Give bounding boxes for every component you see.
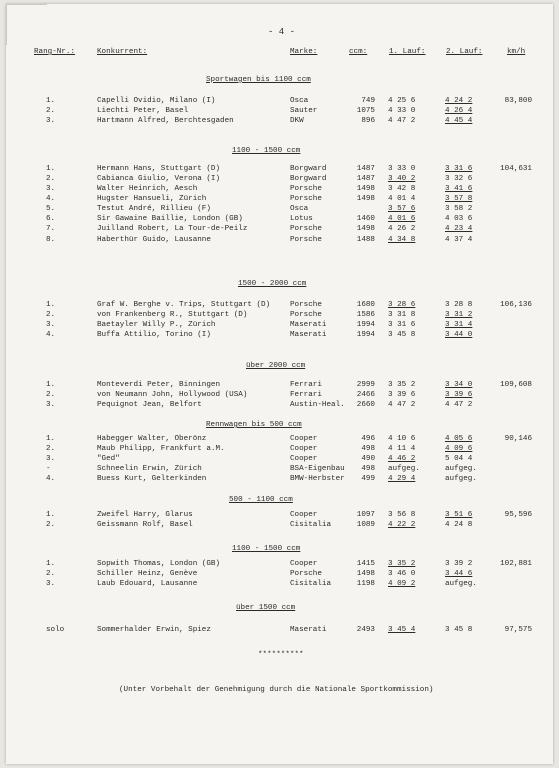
lap2-time: aufgeg.: [445, 475, 477, 483]
ccm: 2660: [356, 401, 375, 409]
page-number: - 4 -: [268, 27, 296, 37]
brand: Porsche: [290, 195, 322, 203]
rank: 3.: [46, 321, 56, 329]
section-title: 1100 - 1500 ccm: [232, 147, 301, 155]
result-row: [6, 626, 553, 636]
lap2-time: 4 03 6: [445, 215, 473, 223]
lap2-time: 3 44 0: [445, 331, 473, 339]
rank: -: [46, 465, 51, 473]
ccm: 1498: [356, 185, 375, 193]
competitor-name: Sopwith Thomas, London (GB): [97, 560, 221, 568]
lap1-time: 3 35 2: [388, 381, 416, 389]
result-row: [6, 560, 553, 570]
competitor-name: Sir Gawaine Baillie, London (GB): [97, 215, 243, 223]
competitor-name: Pequignot Jean, Belfort: [97, 401, 202, 409]
header-rank: Rang-Nr.:: [34, 48, 76, 56]
ccm: 2999: [356, 381, 375, 389]
brand: Maserati: [290, 626, 327, 634]
lap2-time: aufgeg.: [445, 465, 477, 473]
brand: Osca: [290, 205, 309, 213]
rank: 1.: [46, 560, 56, 568]
brand: Borgward: [290, 175, 327, 183]
speed-kmh: 106,136: [500, 301, 532, 309]
rank: 3.: [46, 455, 56, 463]
brand: Porsche: [290, 301, 322, 309]
ccm: 1498: [356, 570, 375, 578]
rank: 2.: [46, 570, 56, 578]
rank: 2.: [46, 107, 56, 115]
rank: 1.: [46, 435, 56, 443]
competitor-name: Liechti Peter, Basel: [97, 107, 189, 115]
ccm: 1487: [356, 165, 375, 173]
lap2-time: 4 23 4: [445, 225, 473, 233]
lap2-time: 3 31 2: [445, 311, 473, 319]
result-row: [6, 225, 553, 235]
brand: Maserati: [290, 331, 327, 339]
rank: 2.: [46, 175, 56, 183]
brand: Osca: [290, 97, 309, 105]
lap1-time: 4 47 2: [388, 401, 416, 409]
rank: 2.: [46, 445, 56, 453]
ccm: 1415: [356, 560, 375, 568]
competitor-name: Maub Philipp, Frankfurt a.M.: [97, 445, 225, 453]
rank: 3.: [46, 117, 56, 125]
result-row: [6, 321, 553, 331]
result-row: [6, 445, 553, 455]
rank: 1.: [46, 165, 56, 173]
competitor-name: Schneelin Erwin, Zürich: [97, 465, 202, 473]
competitor-name: Schiller Heinz, Genève: [97, 570, 198, 578]
rank: 4.: [46, 195, 56, 203]
ccm: 2466: [356, 391, 375, 399]
competitor-name: Zweifel Harry, Glarus: [97, 511, 193, 519]
lap1-time: 3 40 2: [388, 175, 416, 183]
lap2-time: 4 24 2: [445, 97, 473, 105]
ccm: 1089: [356, 521, 375, 529]
lap1-time: 4 47 2: [388, 117, 416, 125]
ccm: 490: [361, 455, 375, 463]
rank: 2.: [46, 391, 56, 399]
lap2-time: 3 58 2: [445, 205, 473, 213]
brand: Lotus: [290, 215, 313, 223]
brand: Cooper: [290, 511, 318, 519]
speed-kmh: 104,631: [500, 165, 532, 173]
section-title: über 2000 ccm: [246, 362, 306, 370]
result-row: [6, 236, 553, 246]
lap1-time: 3 42 8: [388, 185, 416, 193]
lap1-time: 3 39 6: [388, 391, 416, 399]
lap2-time: 3 31 6: [445, 165, 473, 173]
lap2-time: 3 57 8: [445, 195, 473, 203]
lap1-time: 4 46 2: [388, 455, 416, 463]
ccm: 2493: [356, 626, 375, 634]
brand: Ferrari: [290, 391, 322, 399]
brand: Sauter: [290, 107, 318, 115]
lap1-time: 4 01 4: [388, 195, 416, 203]
result-row: [6, 580, 553, 590]
lap2-time: 3 31 4: [445, 321, 473, 329]
brand: Porsche: [290, 311, 322, 319]
competitor-name: Walter Heinrich, Aesch: [97, 185, 198, 193]
rank: 8.: [46, 236, 56, 244]
lap2-time: 4 09 6: [445, 445, 473, 453]
ccm: 1994: [356, 331, 375, 339]
brand: Cooper: [290, 435, 318, 443]
lap1-time: 4 22 2: [388, 521, 416, 529]
competitor-name: Graf W. Berghe v. Trips, Stuttgart (D): [97, 301, 271, 309]
speed-kmh: 90,146: [504, 435, 532, 443]
ccm: 1097: [356, 511, 375, 519]
brand: Porsche: [290, 185, 322, 193]
result-row: [6, 205, 553, 215]
brand: Porsche: [290, 225, 322, 233]
competitor-name: Habegger Walter, Oberönz: [97, 435, 207, 443]
brand: Porsche: [290, 570, 322, 578]
lap1-time: 4 11 4: [388, 445, 416, 453]
lap2-time: 3 32 6: [445, 175, 473, 183]
competitor-name: Buffa Attilio, Torino (I): [97, 331, 211, 339]
rank: 3.: [46, 401, 56, 409]
competitor-name: Testut André, Rillieu (F): [97, 205, 211, 213]
brand: Cooper: [290, 455, 318, 463]
competitor-name: Monteverdi Peter, Binningen: [97, 381, 221, 389]
lap1-time: 3 57 6: [388, 205, 416, 213]
brand: Austin-Heal.: [290, 401, 345, 409]
result-row: [6, 311, 553, 321]
lap2-time: 3 51 6: [445, 511, 473, 519]
speed-kmh: 102,881: [500, 560, 532, 568]
brand: BMW-Herbster: [290, 475, 345, 483]
result-row: [6, 435, 553, 445]
lap1-time: 4 01 6: [388, 215, 416, 223]
ccm: 496: [361, 435, 375, 443]
brand: Borgward: [290, 165, 327, 173]
header-ccm: ccm:: [349, 48, 368, 56]
brand: Cisitalia: [290, 521, 332, 529]
competitor-name: Laub Edouard, Lausanne: [97, 580, 198, 588]
section-title: Sportwagen bis 1100 ccm: [206, 76, 311, 84]
competitor-name: Capelli Ovidio, Milano (I): [97, 97, 216, 105]
result-row: [6, 331, 553, 341]
rank: 4.: [46, 331, 56, 339]
ccm: 498: [361, 445, 375, 453]
competitor-name: Cabianca Giulio, Verona (I): [97, 175, 221, 183]
rank: 5.: [46, 205, 56, 213]
page-corner-fold: [6, 4, 47, 45]
lap2-time: 3 41 6: [445, 185, 473, 193]
result-row: [6, 511, 553, 521]
ccm: 1487: [356, 175, 375, 183]
result-row: [6, 215, 553, 225]
header-kmh: km/h: [507, 48, 526, 56]
ccm: 1994: [356, 321, 375, 329]
ccm: 896: [361, 117, 375, 125]
lap1-time: 3 46 0: [388, 570, 416, 578]
result-row: [6, 301, 553, 311]
ccm: 1680: [356, 301, 375, 309]
competitor-name: von Frankenberg R., Stuttgart (D): [97, 311, 248, 319]
rank: 1.: [46, 511, 56, 519]
lap1-time: 4 09 2: [388, 580, 416, 588]
results-page: [6, 4, 553, 764]
result-row: [6, 117, 553, 127]
header-lap2: 2. Lauf:: [446, 48, 483, 56]
ccm: 1460: [356, 215, 375, 223]
competitor-name: Geissmann Rolf, Basel: [97, 521, 193, 529]
result-row: [6, 185, 553, 195]
competitor-name: Hartmann Alfred, Berchtesgaden: [97, 117, 234, 125]
rank: solo: [46, 626, 65, 634]
speed-kmh: 95,596: [504, 511, 532, 519]
section-title: 500 - 1100 ccm: [229, 496, 293, 504]
lap1-time: 3 33 0: [388, 165, 416, 173]
footer-note: (Unter Vorbehalt der Genehmigung durch die Nationale Sportkommission): [119, 686, 434, 694]
ccm: 1488: [356, 236, 375, 244]
lap1-time: 3 45 8: [388, 331, 416, 339]
lap1-time: 4 34 8: [388, 236, 416, 244]
rank: 1.: [46, 381, 56, 389]
lap1-time: aufgeg.: [388, 465, 420, 473]
lap2-time: 4 24 8: [445, 521, 473, 529]
lap1-time: 3 35 2: [388, 560, 416, 568]
rank: 4.: [46, 475, 56, 483]
result-row: [6, 465, 553, 475]
brand: Maserati: [290, 321, 327, 329]
speed-kmh: 97,575: [504, 626, 532, 634]
ccm: 1586: [356, 311, 375, 319]
lap2-time: 3 39 2: [445, 560, 473, 568]
brand: DKW: [290, 117, 304, 125]
rank: 3.: [46, 185, 56, 193]
result-row: [6, 401, 553, 411]
header-brand: Marke:: [290, 48, 318, 56]
header-lap1: 1. Lauf:: [389, 48, 426, 56]
result-row: [6, 175, 553, 185]
section-title: Rennwagen bis 500 ccm: [206, 421, 302, 429]
lap1-time: 3 31 8: [388, 311, 416, 319]
ccm: 1498: [356, 195, 375, 203]
rank: 6.: [46, 215, 56, 223]
lap1-time: 4 33 0: [388, 107, 416, 115]
rank: 3.: [46, 580, 56, 588]
rank: 1.: [46, 97, 56, 105]
rank: 2.: [46, 521, 56, 529]
result-row: [6, 107, 553, 117]
separator: **********: [258, 651, 304, 659]
competitor-name: von Neumann John, Hollywood (USA): [97, 391, 248, 399]
lap1-time: 3 56 8: [388, 511, 416, 519]
result-row: [6, 391, 553, 401]
result-row: [6, 475, 553, 485]
rank: 7.: [46, 225, 56, 233]
ccm: 749: [361, 97, 375, 105]
brand: Cooper: [290, 445, 318, 453]
result-row: [6, 165, 553, 175]
lap2-time: 4 26 4: [445, 107, 473, 115]
lap1-time: 3 45 4: [388, 626, 416, 634]
lap2-time: 3 44 6: [445, 570, 473, 578]
section-title: über 1500 ccm: [236, 604, 296, 612]
lap2-time: 4 47 2: [445, 401, 473, 409]
ccm: 498: [361, 465, 375, 473]
speed-kmh: 83,800: [504, 97, 532, 105]
brand: BSA-Eigenbau: [290, 465, 345, 473]
competitor-name: Juilland Robert, La Tour-de-Peilz: [97, 225, 248, 233]
rank: 2.: [46, 311, 56, 319]
lap1-time: 4 25 6: [388, 97, 416, 105]
lap2-time: 3 45 8: [445, 626, 473, 634]
lap1-time: 4 10 6: [388, 435, 416, 443]
lap2-time: 3 28 8: [445, 301, 473, 309]
lap2-time: 4 45 4: [445, 117, 473, 125]
brand: Ferrari: [290, 381, 322, 389]
lap2-time: aufgeg.: [445, 580, 477, 588]
competitor-name: Sommerhalder Erwin, Spiez: [97, 626, 211, 634]
ccm: 1498: [356, 225, 375, 233]
lap1-time: 3 28 6: [388, 301, 416, 309]
section-title: 1500 - 2000 ccm: [238, 280, 307, 288]
lap1-time: 3 31 6: [388, 321, 416, 329]
result-row: [6, 195, 553, 205]
result-row: [6, 381, 553, 391]
lap2-time: 5 04 4: [445, 455, 473, 463]
lap2-time: 4 05 6: [445, 435, 473, 443]
speed-kmh: 109,608: [500, 381, 532, 389]
lap2-time: 4 37 4: [445, 236, 473, 244]
brand: Porsche: [290, 236, 322, 244]
ccm: 1198: [356, 580, 375, 588]
competitor-name: Haberthür Guido, Lausanne: [97, 236, 211, 244]
lap1-time: 4 26 2: [388, 225, 416, 233]
competitor-name: Buess Kurt, Gelterkinden: [97, 475, 207, 483]
rank: 1.: [46, 301, 56, 309]
result-row: [6, 455, 553, 465]
section-title: 1100 - 1500 ccm: [232, 545, 301, 553]
competitor-name: Baetayler Willy P., Zürich: [97, 321, 216, 329]
brand: Cisitalia: [290, 580, 332, 588]
lap2-time: 3 39 6: [445, 391, 473, 399]
ccm: 499: [361, 475, 375, 483]
lap2-time: 3 34 0: [445, 381, 473, 389]
result-row: [6, 521, 553, 531]
competitor-name: Hugster Hansueli, Zürich: [97, 195, 207, 203]
header-competitor: Konkurrent:: [97, 48, 148, 56]
competitor-name: Hermann Hans, Stuttgart (D): [97, 165, 221, 173]
result-row: [6, 570, 553, 580]
result-row: [6, 97, 553, 107]
ccm: 1075: [356, 107, 375, 115]
lap1-time: 4 29 4: [388, 475, 416, 483]
brand: Cooper: [290, 560, 318, 568]
competitor-name: "Ged": [97, 455, 120, 463]
